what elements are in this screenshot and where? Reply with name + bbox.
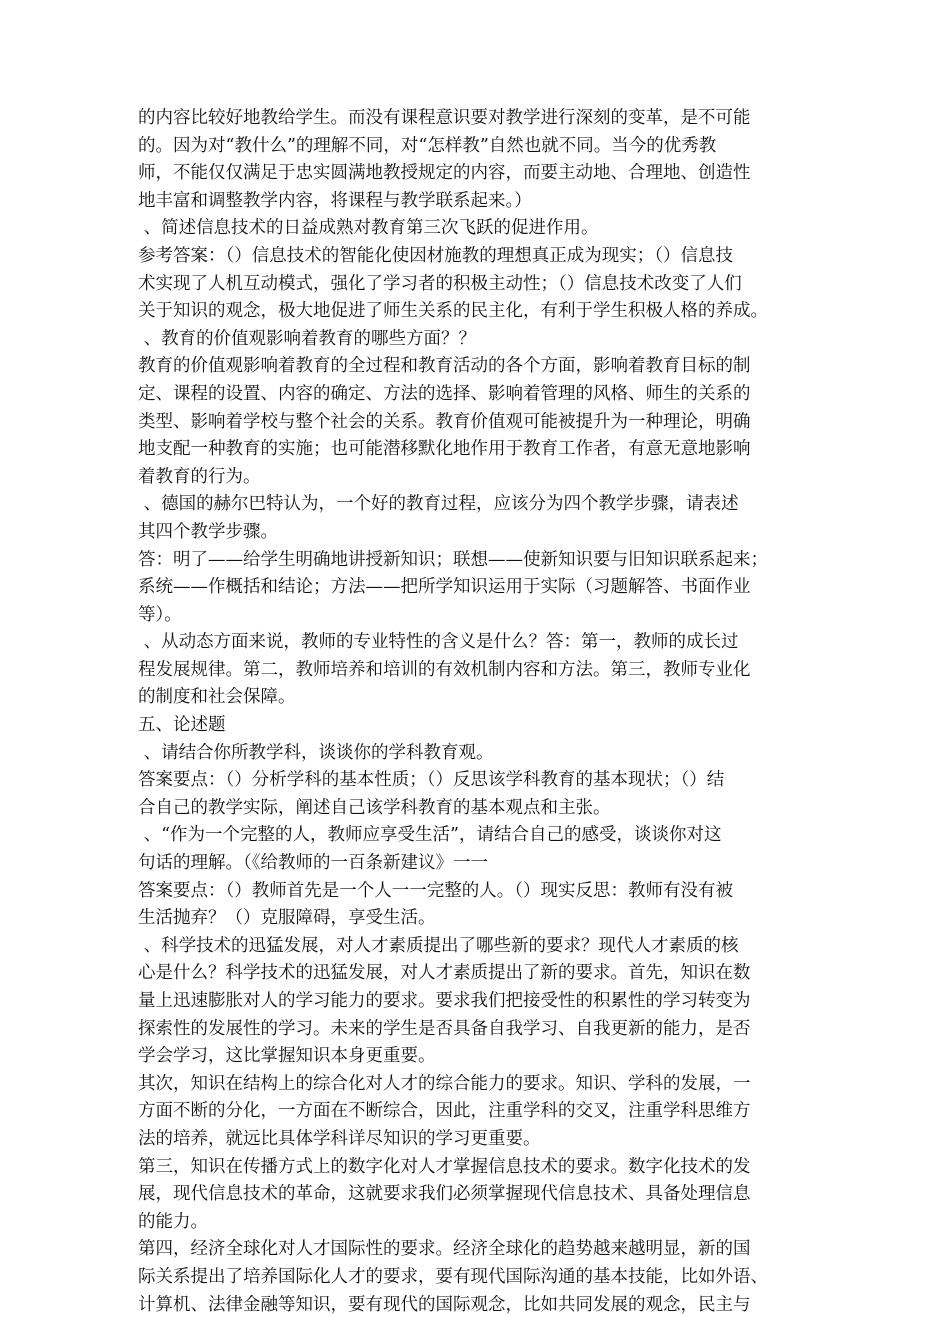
text-line: 的。因为对“教什么”的理解不同，对“怎样教”自然也就不同。当今的优秀教 xyxy=(138,135,717,156)
text-line: 着教育的行为。 xyxy=(138,466,261,487)
text-line: 系统——作概括和结论；方法——把所学知识运用于实际（习题解答、书面作业 xyxy=(138,577,751,598)
text-line: 法的培养，就远比具体学科详尽知识的学习更重要。 xyxy=(138,1128,541,1149)
text-line: 定、课程的设置、内容的确定、方法的选择、影响着管理的风格、师生的关系的 xyxy=(138,383,751,404)
text-line: 量上迅速膨胀对人的学习能力的要求。要求我们把接受性的积累性的学习转变为 xyxy=(138,991,751,1011)
text-line: 等）。 xyxy=(138,604,182,625)
text-line: 地丰富和调整教学内容，将课程与教学联系起来。） xyxy=(138,190,532,211)
section-heading: 五、论述题 xyxy=(138,715,226,736)
text-line: 的内容比较好地教给学生。而没有课程意识要对教学进行深刻的变革，是不可能 xyxy=(138,108,751,128)
text-line: 类型、影响着学校与整个社会的关系。教育价值观可能被提升为一种理论，明确 xyxy=(138,411,751,432)
text-line: 第三，知识在传播方式上的数字化对人才掌握信息技术的要求。数字化技术的发 xyxy=(138,1156,751,1177)
question-heading: 、从动态方面来说，教师的专业特性的含义是什么？答：第一，教师的成长过 xyxy=(138,632,739,653)
text-line: 合自己的教学实际，阐述自己该学科教育的基本观点和主张。 xyxy=(138,797,611,818)
answer-line: 答案要点：（）教师首先是一个人一一完整的人。（）现实反思：教师有没有被 xyxy=(138,880,733,901)
text-line: 的制度和社会保障。 xyxy=(138,687,296,708)
text-line: 计算机、法律金融等知识，要有现代的国际观念，比如共同发展的观念，民主与 xyxy=(138,1294,751,1315)
answer-line: 参考答案：（）信息技术的智能化使因材施教的理想真正成为现实；（）信息技 xyxy=(138,245,733,266)
text-line: 术实现了人机互动模式，强化了学习者的积极主动性；（）信息技术改变了人们 xyxy=(138,273,742,294)
question-heading: 、德国的赫尔巴特认为，一个好的教育过程，应该分为四个教学步骤，请表述 xyxy=(138,494,739,515)
question-heading: 、请结合你所教学科，谈谈你的学科教育观。 xyxy=(138,742,494,763)
text-line: 展，现代信息技术的革命，这就要求我们必须掌握现代信息技术、具备处理信息 xyxy=(138,1184,751,1205)
question-heading: 、简述信息技术的日益成熟对教育第三次飞跃的促进作用。 xyxy=(138,218,599,239)
text-line: 际关系提出了培养国际化人才的要求，要有现代国际沟通的基本技能，比如外语、 xyxy=(138,1266,768,1287)
text-line: 心是什么？科学技术的迅猛发展，对人才素质提出了新的要求。首先，知识在数 xyxy=(138,963,751,984)
text-line: 关于知识的观念，极大地促进了师生关系的民主化，有利于学生积极人格的养成。 xyxy=(138,301,768,322)
text-line: 方面不断的分化，一方面在不断综合，因此，注重学科的交叉，注重学科思维方 xyxy=(138,1101,751,1122)
document-page xyxy=(138,105,818,1319)
text-line: 其四个教学步骤。 xyxy=(138,521,278,542)
text-line: 地支配一种教育的实施；也可能潜移默化地作用于教育工作者，有意无意地影响 xyxy=(138,439,751,460)
question-heading: 、教育的价值观影响着教育的哪些方面？？ xyxy=(138,328,477,349)
text-line: 探索性的发展性的学习。未来的学生是否具备自我学习、自我更新的能力，是否 xyxy=(138,1018,751,1039)
text-line: 学会学习，这比掌握知识本身更重要。 xyxy=(138,1046,436,1067)
answer-line: 答案要点：（）分析学科的基本性质；（）反思该学科教育的基本现状；（）结 xyxy=(138,770,725,791)
text-line: 句话的理解。（《给教师的一百条新建议》一一 xyxy=(138,853,488,874)
text-line: 其次，知识在结构上的综合化对人才的综合能力的要求。知识、学科的发展，一 xyxy=(138,1073,751,1094)
text-line: 程发展规律。第二，教师培养和培训的有效机制内容和方法。第三，教师专业化 xyxy=(138,659,751,680)
question-heading: 、“作为一个完整的人，教师应享受生活”，请结合自己的感受，谈谈你对这 xyxy=(138,825,722,846)
answer-line: 答：明了——给学生明确地讲授新知识；联想——使新知识要与旧知识联系起来； xyxy=(138,549,768,570)
question-heading: 、科学技术的迅猛发展，对人才素质提出了哪些新的要求？现代人才素质的核 xyxy=(138,935,739,956)
text-line: 师，不能仅仅满足于忠实圆满地教授规定的内容，而要主动地、合理地、创造性 xyxy=(138,163,751,184)
text-line: 生活抛弃？（）克服障碍，享受生活。 xyxy=(138,908,436,929)
text-line: 的能力。 xyxy=(138,1211,208,1232)
answer-line: 教育的价值观影响着教育的全过程和教育活动的各个方面，影响着教育目标的制 xyxy=(138,356,751,377)
text-line: 第四，经济全球化对人才国际性的要求。经济全球化的趋势越来越明显，新的国 xyxy=(138,1239,751,1260)
